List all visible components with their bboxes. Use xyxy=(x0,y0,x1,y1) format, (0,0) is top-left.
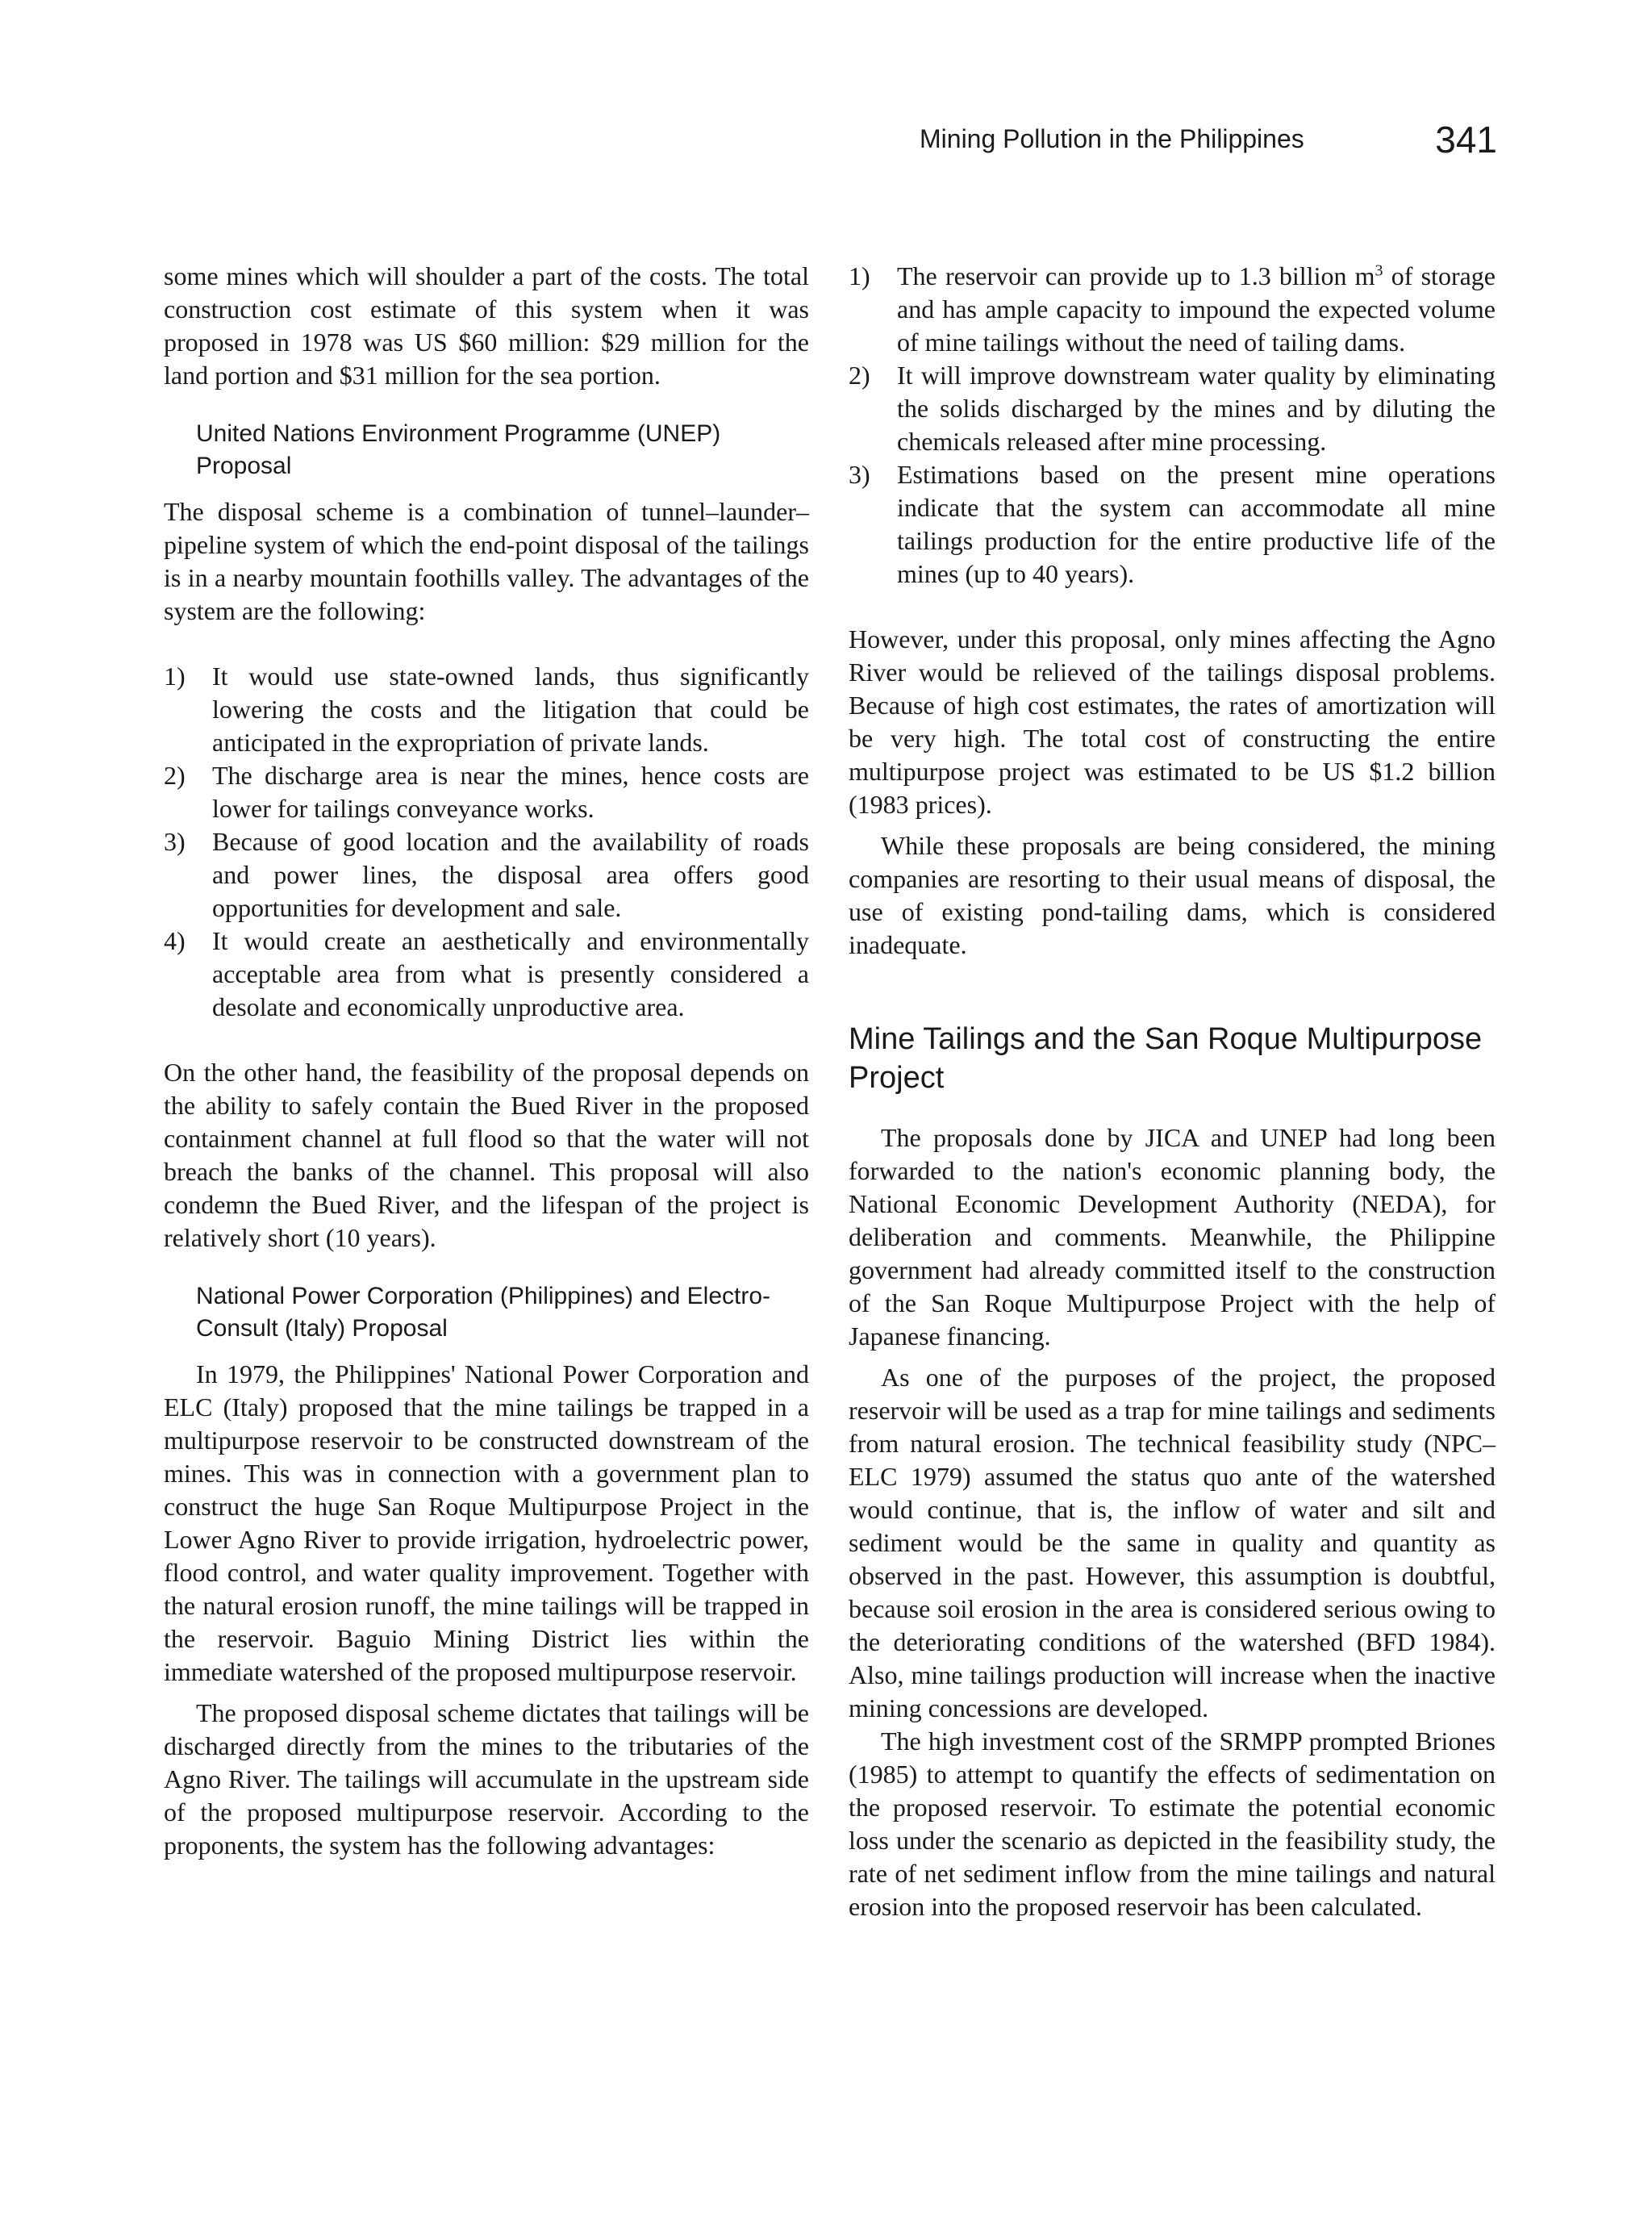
list-text: It would create an aesthetically and environmentally acceptable area from what is presently considered a desolate and economically unproductive area. xyxy=(212,926,809,1021)
list-number: 2) xyxy=(849,361,870,390)
section-paragraph-1: The proposals done by JICA and UNEP had long been forwarded to the nation's economic planning body, the National Economic Development Authority (NEDA), for deliberation and comments. Meanwhile, the Philippine government had already committed itself to the construction of the San Roque Multipurpose Project with the help of Japanese financing. xyxy=(849,1123,1496,1351)
left-column xyxy=(164,260,809,1862)
list-text: The reservoir can provide up to 1.3 billion m xyxy=(897,261,1375,290)
npc-paragraph-2: The proposed disposal scheme dictates that tailings will be discharged directly from the mines to the tributaries of the Agno River. The tailings will accumulate in the upstream side of the proposed multipurpose reservoir. According to the proponents, the system has the following advantages: xyxy=(164,1698,809,1860)
list-number: 4) xyxy=(164,926,186,955)
list-text: Estimations based on the present mine operations indicate that the system can accommodate all mine tailings production for the entire productive life of the mines (up to 40 years). xyxy=(897,460,1496,588)
while-paragraph: While these proposals are being considered, the mining companies are resorting to their usual means of disposal, the use of existing pond-tailing dams, which is considered inadequate. xyxy=(849,831,1496,959)
list-text-continued: of storage and has ample capacity to impound the expected volume of mine tailings without the need of tailing dams. xyxy=(897,261,1496,357)
section-paragraph-2: As one of the purposes of the project, the proposed reservoir will be used as a trap for mine tailings and sediments from natural erosion. The technical feasibility study (NPC–ELC 1979) assumed the status quo ante of the watershed would continue, that is, the inflow of water and silt and sediment would be the same in quality and quantity as observed in the past. However, this assumption is doubtful, because soil erosion in the area is considered serious owing to the deteriorating conditions of the watershed (BFD 1984). Also, mine tailings production will increase when the inactive mining concessions are developed. xyxy=(849,1363,1496,1722)
npc-advantages-list xyxy=(849,260,1496,591)
list-text: Because of good location and the availability of roads and power lines, the disposal area offers good opportunities for development and sale. xyxy=(212,827,809,922)
list-text: It will improve downstream water quality by eliminating the solids discharged by the mines and by diluting the chemicals released after mine processing. xyxy=(897,361,1496,456)
list-item xyxy=(849,359,1496,458)
unep-heading: United Nations Environment Programme (UNEP) Proposal xyxy=(196,420,721,479)
section-paragraph-3: The high investment cost of the SRMPP prompted Briones (1985) to attempt to quantify the effects of sedimentation on the proposed reservoir. To estimate the potential economic loss under the scenario as depicted in the feasibility study, the rate of net sediment inflow from the mine tailings and natural erosion into the proposed reservoir has been calculated. xyxy=(849,1726,1496,1921)
npc-paragraph-1: In 1979, the Philippines' National Power Corporation and ELC (Italy) proposed that the mine tailings be trapped in a multipurpose reservoir to be constructed downstream of the mines. This was in connection with a government plan to construct the huge San Roque Multipurpose Project in the Lower Agno River to provide irrigation, hydroelectric power, flood control, and water quality improvement. Together with the natural erosion runoff, the mine tailings will be trapped in the reservoir. Baguio Mining District lies within the immediate watershed of the proposed multipurpose reservoir. xyxy=(164,1359,809,1686)
running-header xyxy=(920,118,1497,166)
list-item xyxy=(164,825,809,925)
list-number: 3) xyxy=(164,827,186,856)
page-number: 341 xyxy=(1435,119,1497,161)
list-text: The discharge area is near the mines, hence costs are lower for tailings conveyance works. xyxy=(212,761,809,823)
list-number: 1) xyxy=(164,662,186,691)
unep-paragraph: The disposal scheme is a combination of tunnel–launder–pipeline system of which the end-point disposal of the tailings is in a nearby mountain foothills valley. The advantages of the system are the following: xyxy=(164,497,809,625)
list-number: 2) xyxy=(164,761,186,790)
list-item xyxy=(164,925,809,1024)
section-heading: Mine Tailings and the San Roque Multipurpose Project xyxy=(849,1022,1483,1095)
list-item xyxy=(849,458,1496,591)
however-paragraph: However, under this proposal, only mines affecting the Agno River would be relieved of the tailings disposal problems. Because of high cost estimates, the rates of amortization will be very high. The total cost of constructing the entire multipurpose project was estimated to be US $1.2 billion (1983 prices). xyxy=(849,624,1496,819)
other-hand-paragraph: On the other hand, the feasibility of the proposal depends on the ability to safely contain the Bued River in the proposed containment channel at full flood so that the water will not breach the banks of the channel. This proposal will also condemn the Bued River, and the lifespan of the project is relatively short (10 years). xyxy=(164,1058,809,1252)
list-text: It would use state-owned lands, thus significantly lowering the costs and the litigation that could be anticipated in the expropriation of private lands. xyxy=(212,662,809,757)
list-number: 3) xyxy=(849,460,870,489)
running-title: Mining Pollution in the Philippines xyxy=(920,124,1304,153)
right-column xyxy=(849,260,1496,1923)
superscript: 3 xyxy=(1375,261,1383,280)
unep-advantages-list xyxy=(164,660,809,1024)
intro-paragraph: some mines which will shoulder a part of the costs. The total construction cost estimate of this system when it was proposed in 1978 was US $60 million: $29 million for the land portion and $31 million for the sea portion. xyxy=(164,261,809,390)
list-item xyxy=(164,759,809,825)
list-item xyxy=(849,260,1496,359)
list-item xyxy=(164,660,809,759)
list-number: 1) xyxy=(849,261,870,290)
npc-heading: National Power Corporation (Philippines) and Electro-Consult (Italy) Proposal xyxy=(196,1283,771,1342)
